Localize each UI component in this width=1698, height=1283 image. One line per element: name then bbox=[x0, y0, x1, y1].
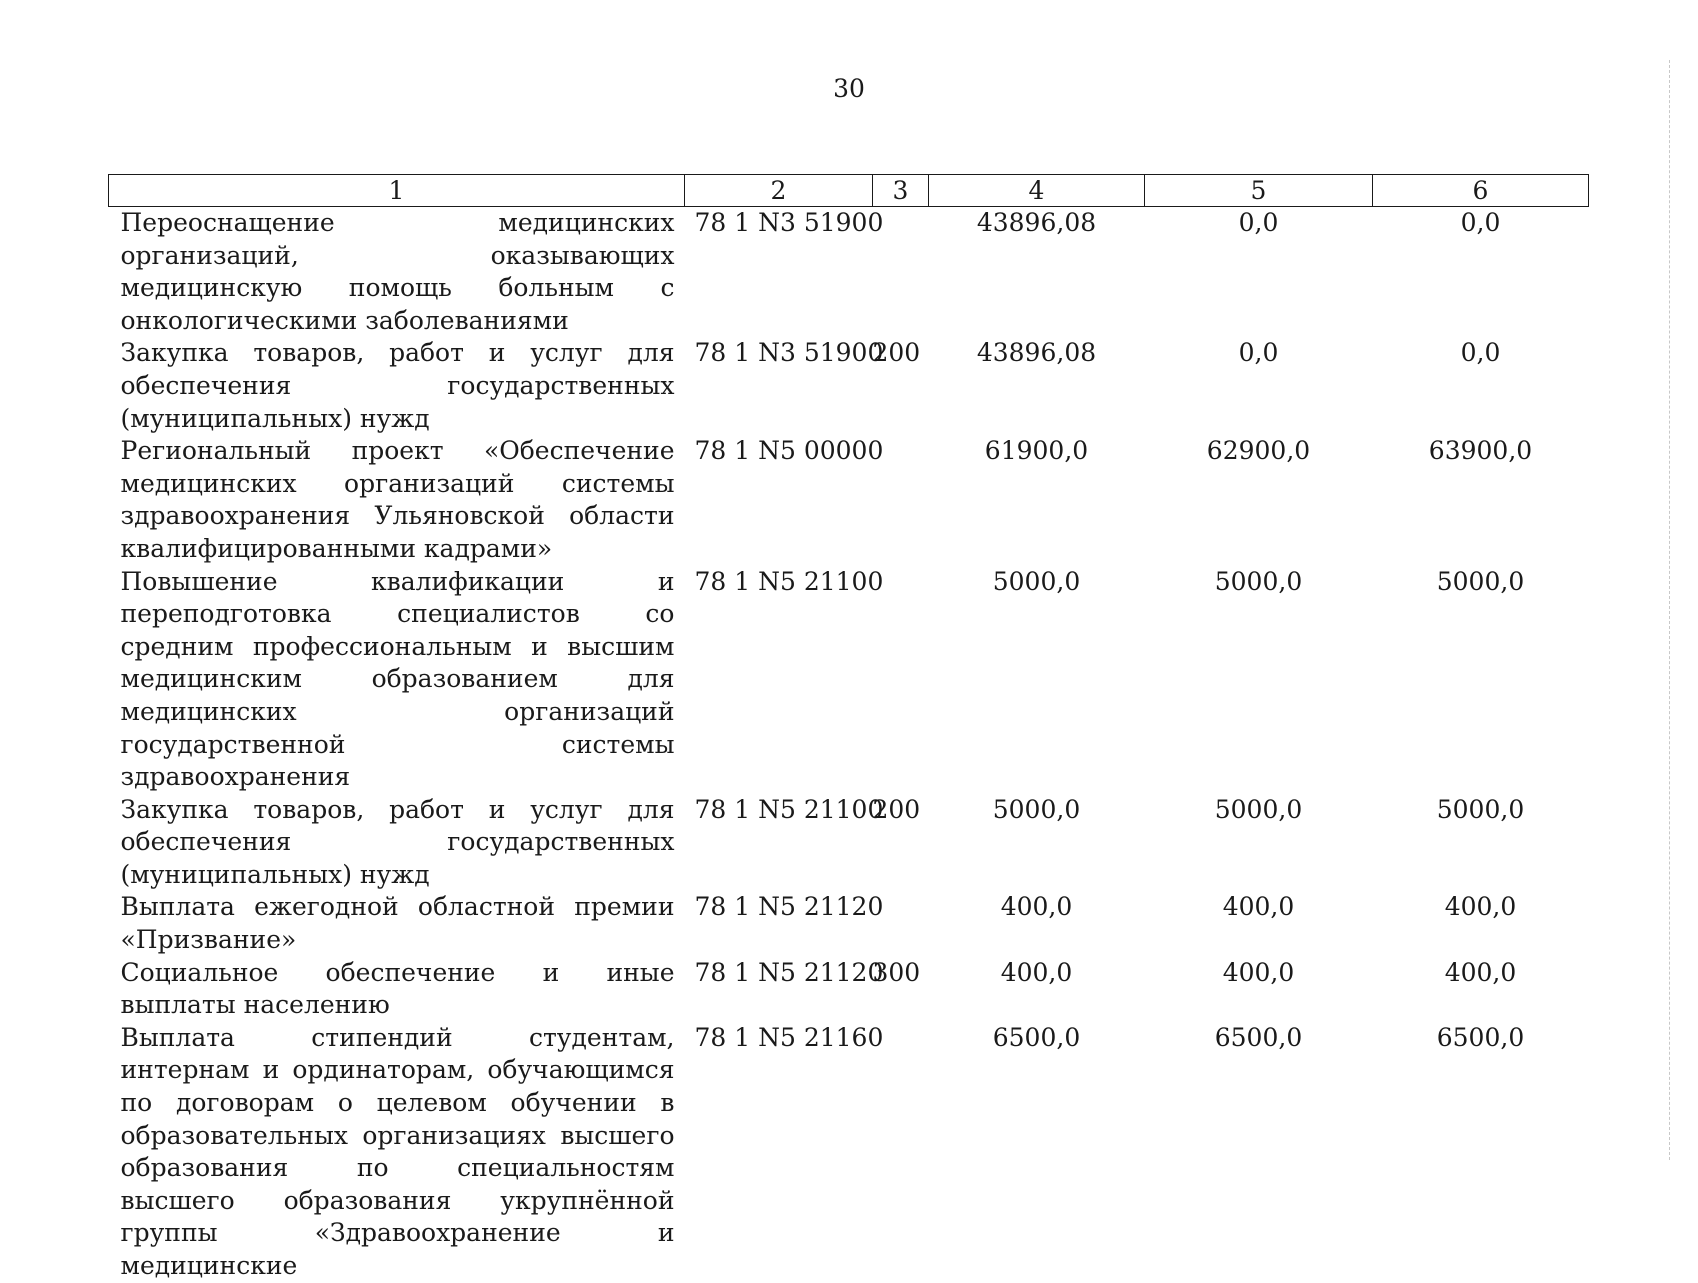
row-value-5: 0,0 bbox=[1238, 338, 1279, 368]
row-value-6: 5000,0 bbox=[1436, 566, 1525, 596]
header-col-5: 5 bbox=[1145, 175, 1373, 207]
row-type bbox=[873, 1022, 929, 1283]
row-code: 78 1 N5 00000 bbox=[694, 436, 884, 466]
scan-edge-dots bbox=[1667, 60, 1670, 1160]
row-value-4: 43896,08 bbox=[976, 338, 1097, 368]
row-name: Выплата стипендий студентам, интернам и ординаторам, обучающимся по договорам о целевом обучении в образовательных организациях высшего образования по специальностям высшего образования укрупнённой группы «Здравоохранение и медицинские bbox=[120, 1022, 675, 1280]
row-code: 78 1 N5 21100 bbox=[694, 566, 884, 596]
row-value-5: 0,0 bbox=[1238, 208, 1279, 237]
row-name: Переоснащение медицинских организаций, оказывающих медицинскую помощь больным с онкологическими заболеваниями bbox=[120, 208, 675, 335]
row-value-6: 6500,0 bbox=[1436, 1022, 1525, 1052]
row-value-6: 400,0 bbox=[1444, 892, 1517, 922]
row-value-5: 5000,0 bbox=[1214, 566, 1303, 596]
page-number: 30 bbox=[833, 74, 865, 103]
header-col-3: 3 bbox=[873, 175, 929, 207]
row-name: Закупка товаров, работ и услуг для обеспечения государственных (муниципальных) нужд bbox=[120, 794, 675, 889]
table-row bbox=[109, 337, 1589, 435]
row-value-5: 400,0 bbox=[1222, 957, 1295, 987]
table-row bbox=[109, 566, 1589, 794]
row-value-4: 5000,0 bbox=[992, 794, 1081, 824]
header-col-6: 6 bbox=[1373, 175, 1589, 207]
row-value-5: 400,0 bbox=[1222, 892, 1295, 922]
row-value-5: 62900,0 bbox=[1206, 436, 1311, 466]
header-row bbox=[109, 175, 1589, 207]
row-value-4: 43896,08 bbox=[976, 208, 1097, 237]
row-value-4: 400,0 bbox=[1000, 892, 1073, 922]
row-type: 300 bbox=[872, 957, 921, 987]
row-value-6: 400,0 bbox=[1444, 957, 1517, 987]
table-row bbox=[109, 891, 1589, 956]
row-type: 200 bbox=[872, 794, 921, 824]
header-col-2: 2 bbox=[685, 175, 873, 207]
table-row bbox=[109, 1022, 1589, 1283]
table-header bbox=[109, 175, 1589, 207]
row-name: Закупка товаров, работ и услуг для обеспечения государственных (муниципальных) нужд bbox=[120, 338, 675, 433]
table-row bbox=[109, 435, 1589, 565]
budget-table-container bbox=[108, 174, 1588, 1283]
row-value-6: 5000,0 bbox=[1436, 794, 1525, 824]
row-type bbox=[873, 566, 929, 794]
row-value-4: 61900,0 bbox=[984, 436, 1089, 466]
row-code: 78 1 N3 51900 bbox=[694, 208, 884, 237]
row-name: Региональный проект «Обеспечение медицинских организаций системы здравоохранения Ульяновской области квалифицированными кадрами» bbox=[120, 436, 675, 563]
header-col-1: 1 bbox=[109, 175, 685, 207]
table-body bbox=[109, 207, 1589, 1283]
row-value-6: 0,0 bbox=[1460, 338, 1501, 368]
row-value-6: 63900,0 bbox=[1428, 436, 1533, 466]
row-code: 78 1 N5 21100 bbox=[694, 794, 884, 824]
row-code: 78 1 N3 51900 bbox=[694, 338, 884, 368]
row-value-6: 0,0 bbox=[1460, 208, 1501, 237]
row-value-5: 5000,0 bbox=[1214, 794, 1303, 824]
row-value-4: 400,0 bbox=[1000, 957, 1073, 987]
row-code: 78 1 N5 21120 bbox=[694, 957, 884, 987]
row-name: Социальное обеспечение и иные выплаты населению bbox=[120, 957, 675, 1020]
table-row bbox=[109, 207, 1589, 338]
row-code: 78 1 N5 21160 bbox=[694, 1022, 884, 1052]
header-col-4: 4 bbox=[929, 175, 1145, 207]
row-name: Повышение квалификации и переподготовка специалистов со средним профессиональным и высшим медицинским образованием для медицинских организаций государственной системы здравоохранения bbox=[120, 566, 675, 792]
table-row bbox=[109, 794, 1589, 892]
row-value-4: 5000,0 bbox=[992, 566, 1081, 596]
table-row bbox=[109, 957, 1589, 1022]
row-code: 78 1 N5 21120 bbox=[694, 892, 884, 922]
budget-table bbox=[108, 174, 1589, 1283]
row-type: 200 bbox=[872, 338, 921, 368]
row-value-5: 6500,0 bbox=[1214, 1022, 1303, 1052]
row-value-4: 6500,0 bbox=[992, 1022, 1081, 1052]
row-name: Выплата ежегодной областной премии «Призвание» bbox=[120, 892, 675, 955]
